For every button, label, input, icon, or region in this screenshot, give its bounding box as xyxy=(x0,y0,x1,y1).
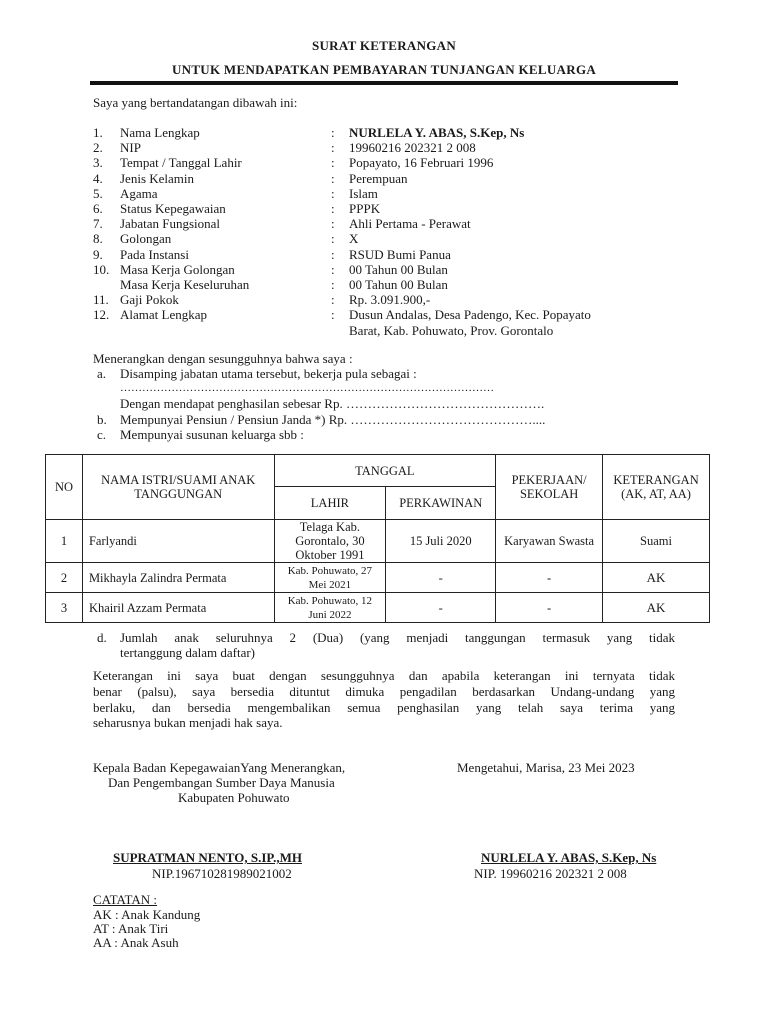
field-number: 1. xyxy=(93,125,103,140)
row-birth: Telaga Kab. Gorontalo, 30 Oktober 1991 xyxy=(274,520,386,563)
field-value: Dusun Andalas, Desa Padengo, Kec. Popayato xyxy=(349,307,591,323)
row-job: - xyxy=(496,563,603,593)
field-value: Islam xyxy=(349,185,378,201)
row-birth: Kab. Pohuwato, 27 Mei 2021 xyxy=(274,563,386,593)
row-note: AK xyxy=(603,593,710,623)
row-no: 3 xyxy=(46,593,83,623)
header-rule-thick xyxy=(90,81,678,85)
header-name: NAMA ISTRI/SUAMI ANAK TANGGUNGAN xyxy=(82,455,274,520)
item-a-dots: ………………………………………………………………………………………… xyxy=(120,382,494,394)
field-value: PPPK xyxy=(349,201,381,216)
field-colon: : xyxy=(331,125,335,140)
field-number: 12. xyxy=(93,307,110,323)
row-birth: Kab. Pohuwato, 12 Juni 2022 xyxy=(274,593,386,623)
closing-line-4: seharusnya bukan menjadi hak saya. xyxy=(93,715,283,730)
field-number: 4. xyxy=(93,170,103,186)
row-no: 2 xyxy=(46,563,83,593)
closing-line-1: Keterangan ini saya buat dengan sesungguhnya dan apabila keterangan ini ternyata tidak xyxy=(93,668,675,683)
row-marriage: 15 Juli 2020 xyxy=(386,520,496,563)
header-marriage: PERKAWINAN xyxy=(386,487,496,520)
statement-lead: Menerangkan dengan sesungguhnya bahwa saya : xyxy=(93,351,353,366)
header-job: PEKERJAAN/ SEKOLAH xyxy=(496,455,603,520)
field-number: 8. xyxy=(93,231,103,247)
field-label: Status Kepegawaian xyxy=(120,201,226,216)
field-label: Tempat / Tanggal Lahir xyxy=(120,155,242,171)
field-colon: : xyxy=(331,201,335,216)
signature-left-line3: Kabupaten Pohuwato xyxy=(178,790,290,805)
field-value: 00 Tahun 00 Bulan xyxy=(349,261,448,277)
notes-heading: CATATAN : xyxy=(93,892,158,907)
signature-left-line1: Kepala Badan KepegawaianYang Menerangkan, xyxy=(93,760,346,775)
row-note: Suami xyxy=(603,520,710,563)
field-number: 9. xyxy=(93,246,103,262)
field-label: Agama xyxy=(120,185,158,201)
notes-item: AA : Anak Asuh xyxy=(93,935,179,950)
field-value: Rp. 3.091.900,- xyxy=(349,292,431,308)
field-value: Ahli Pertama - Perawat xyxy=(349,216,471,232)
field-colon: : xyxy=(331,231,335,247)
signature-right-line1: Mengetahui, Marisa, 23 Mei 2023 xyxy=(457,760,635,775)
field-colon: : xyxy=(331,261,335,277)
field-value: X xyxy=(349,231,359,247)
field-value: 00 Tahun 00 Bulan xyxy=(349,277,448,292)
header-no: NO xyxy=(46,455,83,520)
field-colon: : xyxy=(331,307,335,323)
document-subtitle: UNTUK MENDAPATKAN PEMBAYARAN TUNJANGAN KELUARGA xyxy=(171,62,597,77)
field-colon: : xyxy=(331,140,335,156)
field-colon: : xyxy=(331,292,335,308)
signature-right-name: NURLELA Y. ABAS, S.Kep, Ns xyxy=(481,850,657,865)
table-row xyxy=(46,563,710,593)
field-colon: : xyxy=(331,277,335,292)
item-a-income: Dengan mendapat penghasilan sebesar Rp. ………………………………………. xyxy=(120,396,545,411)
item-c-text: Mempunyai susunan keluarga sbb : xyxy=(120,427,304,442)
document-title: SURAT KETERANGAN xyxy=(311,38,457,53)
field-value: RSUD Bumi Panua xyxy=(349,246,451,262)
row-marriage: - xyxy=(386,563,496,593)
header-date: TANGGAL xyxy=(274,455,496,487)
row-note: AK xyxy=(603,563,710,593)
field-label: Jenis Kelamin xyxy=(120,170,195,186)
notes-item: AK : Anak Kandung xyxy=(93,907,201,922)
table-row xyxy=(46,593,710,623)
item-d-line2: tertanggung dalam daftar) xyxy=(120,645,255,660)
row-name: Khairil Azzam Permata xyxy=(82,593,274,623)
signature-left-nip: NIP.196710281989021002 xyxy=(152,866,292,881)
item-b-text: Mempunyai Pensiun / Pensiun Janda *) Rp. …………………………………….... xyxy=(120,412,546,427)
closing-line-3: berlaku, dan bersedia mengembalikan semua penghasilan yang telah saya terima yang xyxy=(93,700,675,715)
notes-item: AT : Anak Tiri xyxy=(93,921,169,936)
item-b-label: b. xyxy=(97,412,107,427)
field-label: Masa Kerja Golongan xyxy=(120,261,235,277)
field-value: Perempuan xyxy=(349,170,408,186)
field-colon: : xyxy=(331,246,335,262)
row-job: Karyawan Swasta xyxy=(496,520,603,563)
field-value: NURLELA Y. ABAS, S.Kep, Ns xyxy=(349,125,525,140)
header-birth: LAHIR xyxy=(274,487,386,520)
field-number: 2. xyxy=(93,140,103,156)
field-number: 7. xyxy=(93,216,103,232)
field-value: 19960216 202321 2 008 xyxy=(349,140,476,156)
intro-text: Saya yang bertandatangan dibawah ini: xyxy=(93,95,298,110)
field-label: NIP xyxy=(120,140,141,156)
field-number: 3. xyxy=(93,155,103,171)
signature-left-line2: Dan Pengembangan Sumber Daya Manusia xyxy=(108,775,335,790)
field-colon: : xyxy=(331,216,335,232)
table-row xyxy=(46,520,710,563)
signature-right-nip: NIP. 19960216 202321 2 008 xyxy=(474,866,627,881)
field-label: Golongan xyxy=(120,231,172,247)
item-d-line1: Jumlah anak seluruhnya 2 (Dua) (yang menjadi tanggungan termasuk yang tidak xyxy=(120,630,675,645)
item-c-label: c. xyxy=(97,427,107,442)
field-label: Pada Instansi xyxy=(120,246,189,262)
closing-line-2: benar (palsu), saya bersedia dituntut dimuka pengadilan berdasarkan Undang-undang yang xyxy=(93,684,675,699)
item-a-text: Disamping jabatan utama tersebut, bekerja pula sebagai : xyxy=(120,366,417,381)
field-label: Gaji Pokok xyxy=(120,292,179,308)
family-table xyxy=(45,454,710,623)
item-a-label: a. xyxy=(97,366,107,381)
field-label: Alamat Lengkap xyxy=(120,307,207,323)
field-number: 5. xyxy=(93,185,103,201)
field-label: Jabatan Fungsional xyxy=(120,216,221,232)
field-colon: : xyxy=(331,185,335,201)
field-label: Masa Kerja Keseluruhan xyxy=(120,277,250,292)
field-number: 11. xyxy=(93,292,109,308)
row-name: Farlyandi xyxy=(82,520,274,563)
field-colon: : xyxy=(331,170,335,186)
field-value-cont: Barat, Kab. Pohuwato, Prov. Gorontalo xyxy=(349,322,554,338)
signature-left-name: SUPRATMAN NENTO, S.IP.,MH xyxy=(113,850,303,865)
row-no: 1 xyxy=(46,520,83,563)
row-name: Mikhayla Zalindra Permata xyxy=(82,563,274,593)
field-value: Popayato, 16 Februari 1996 xyxy=(349,155,494,171)
header-note: KETERANGAN (AK, AT, AA) xyxy=(603,455,710,520)
field-number: 10. xyxy=(93,261,110,277)
row-marriage: - xyxy=(386,593,496,623)
field-label: Nama Lengkap xyxy=(120,125,200,140)
field-colon: : xyxy=(331,155,335,171)
field-number: 6. xyxy=(93,201,103,216)
item-d-label: d. xyxy=(97,630,107,645)
row-job: - xyxy=(496,593,603,623)
